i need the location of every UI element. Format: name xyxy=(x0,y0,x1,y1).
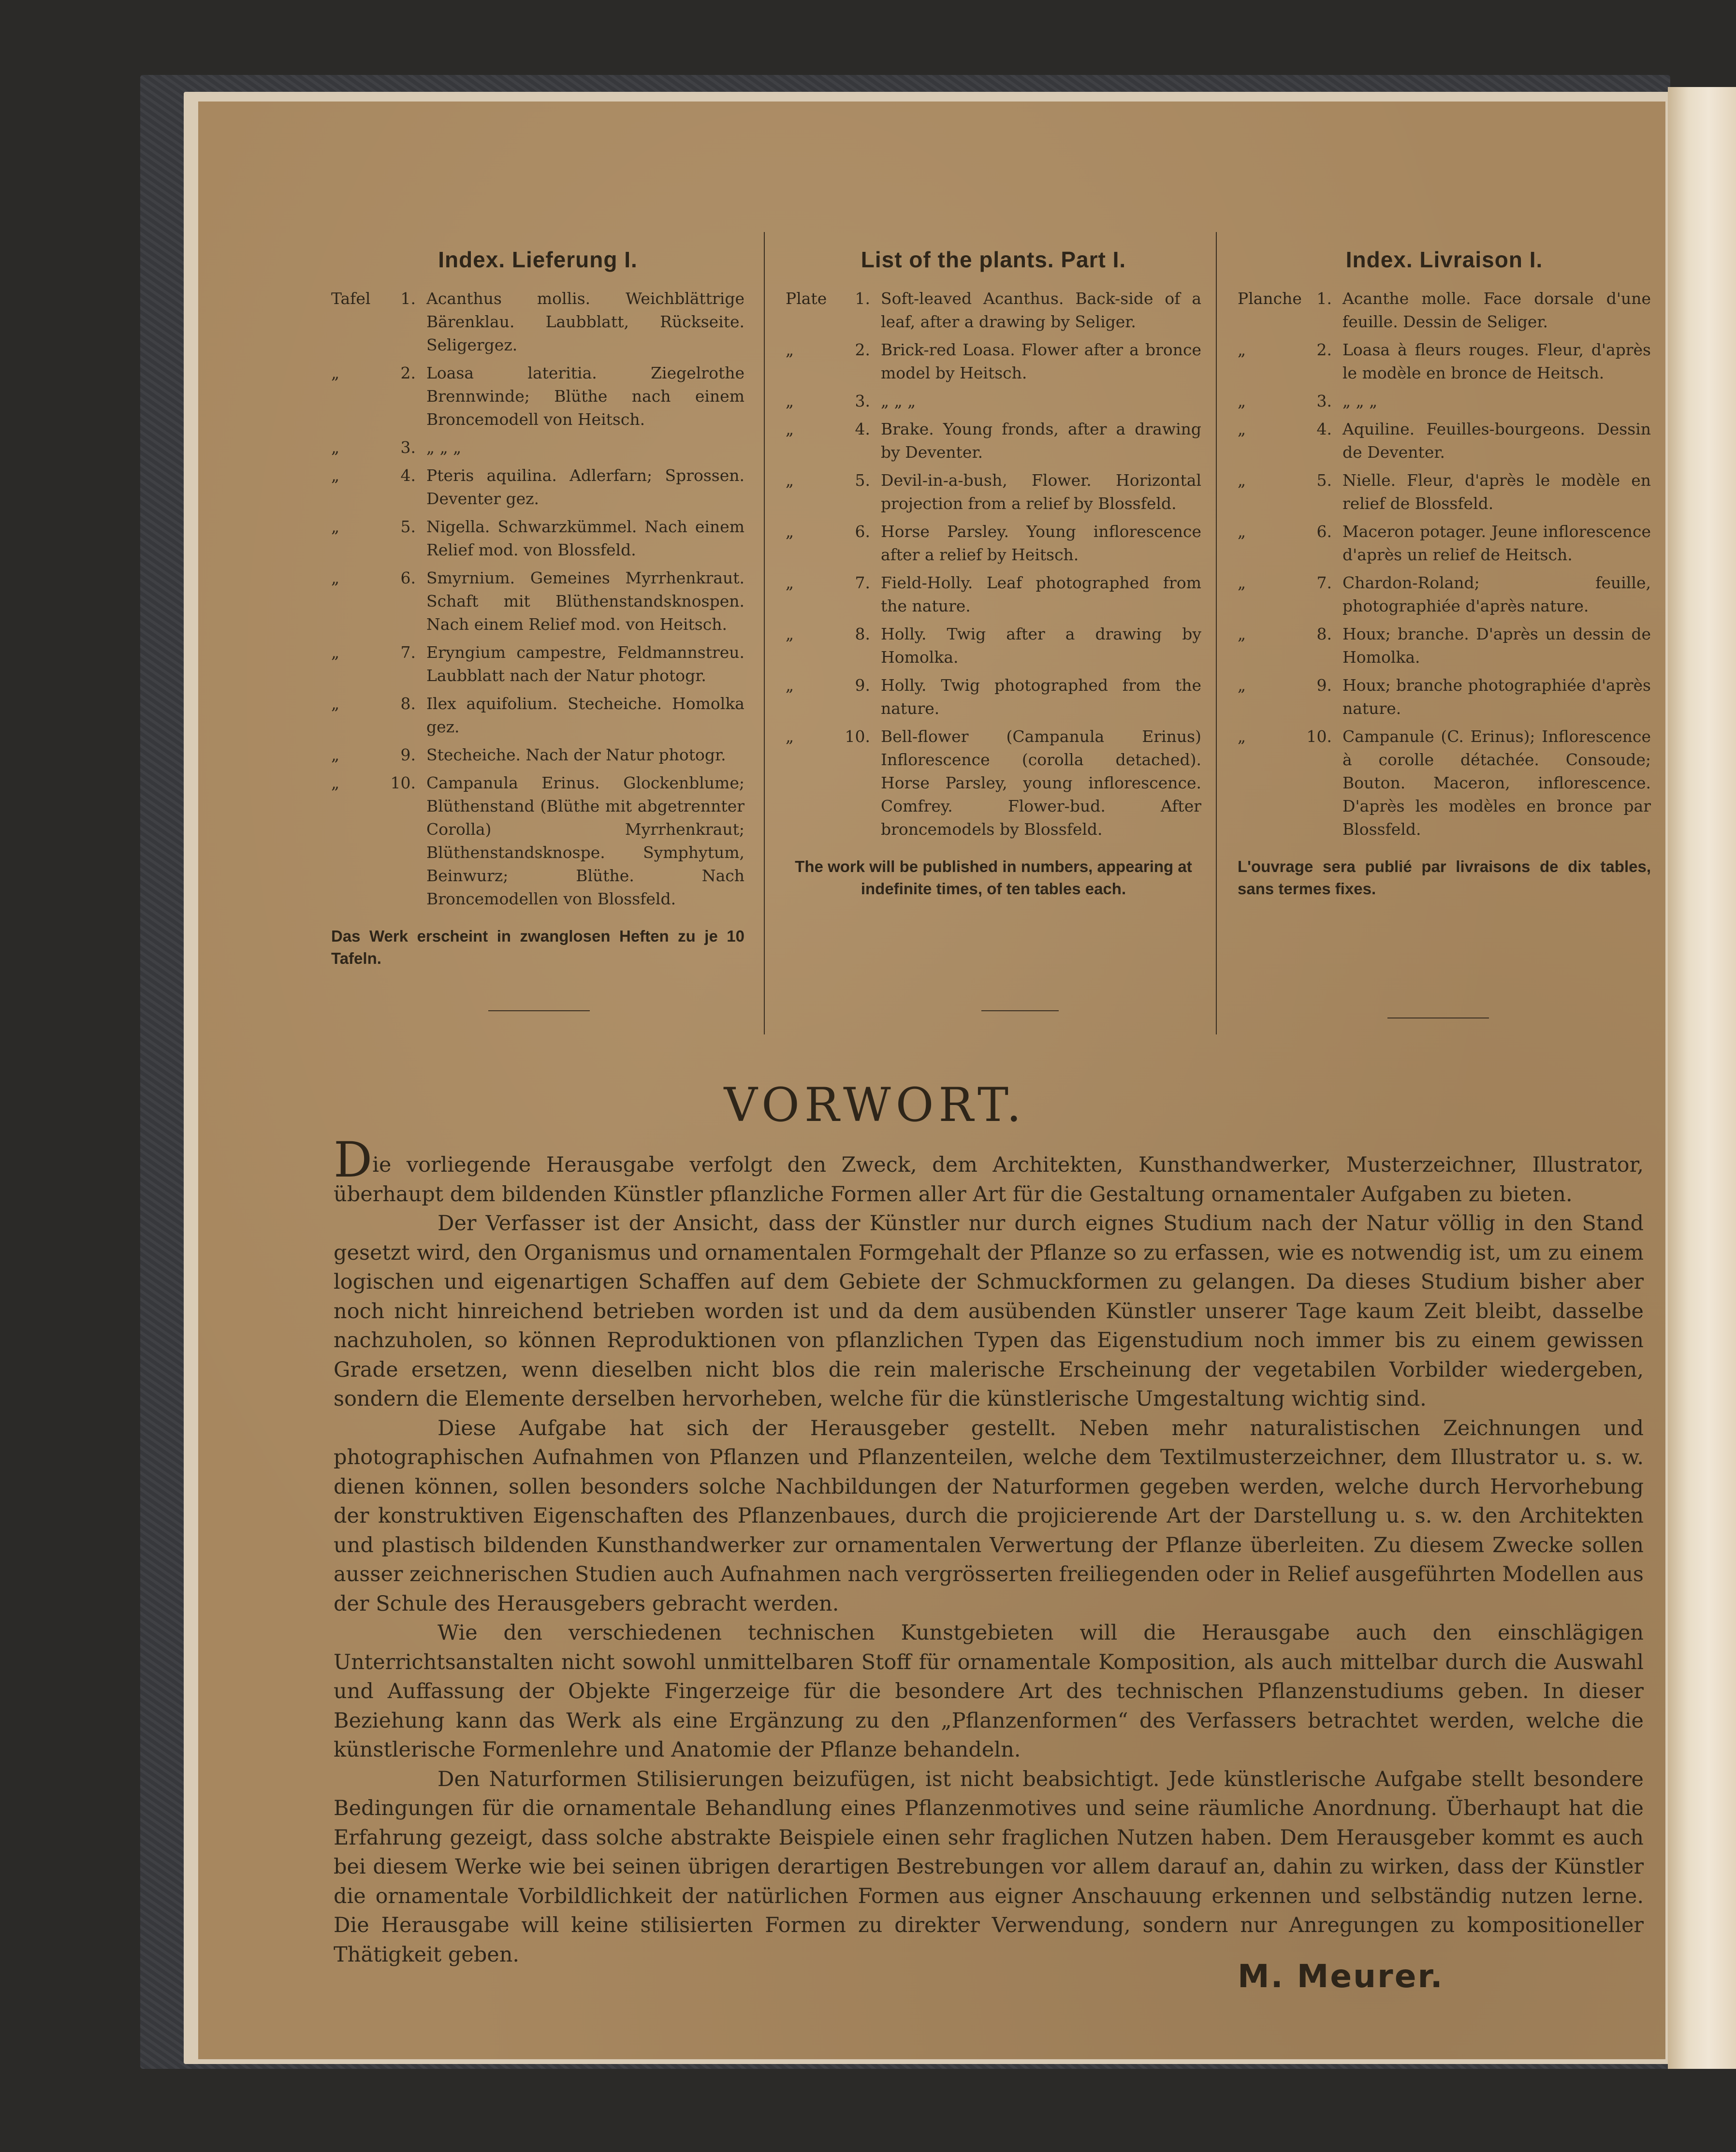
index-entry xyxy=(786,520,1201,567)
entry-label: „ xyxy=(786,340,794,359)
entry-label: „ xyxy=(331,773,340,792)
entry-number: 2. xyxy=(1316,340,1332,359)
entry-text: Soft-leaved Acanthus. Back-side of a leaf, after a drawing by Seliger. xyxy=(881,289,1201,331)
preface-paragraph: Die vorliegende Herausgabe verfolgt den Zweck, dem Architekten, Kunsthandwerker, Musterzeichner, Illustrator, überhaupt dem bildenden Künstler pflanzliche Formen aller Art für die Gestaltung ornamentaler Aufgaben zu bieten. xyxy=(334,1132,1644,1207)
english-index xyxy=(786,247,1201,900)
entry-number: 3. xyxy=(1316,392,1332,410)
column-divider xyxy=(1216,232,1217,1034)
index-entry xyxy=(1238,390,1651,413)
entry-label: „ xyxy=(1238,420,1246,438)
entry-label: „ xyxy=(331,466,340,485)
german-rule xyxy=(488,1010,590,1011)
french-index-heading: Index. Livraison I. xyxy=(1345,247,1543,272)
entry-number: 3. xyxy=(855,392,870,410)
german-index-list xyxy=(331,287,744,911)
document-page xyxy=(198,102,1665,2059)
entry-number: 5. xyxy=(855,471,870,490)
entry-label: „ xyxy=(331,517,340,536)
index-entry xyxy=(1238,338,1651,385)
entry-label: Planche xyxy=(1238,289,1302,308)
index-entry xyxy=(331,692,744,739)
preface-paragraph: Diese Aufgabe hat sich der Herausgeber gestellt. Neben mehr naturalistischen Zeichnungen und photographischen Aufnahmen von Pflanzen und Pflanzenteilen, welche dem Textilmusterzeichner, dem Illustrator u. s. w. dienen können, sollen besonders solche Nachbildungen der Naturformen gegeben werden, welche durch Hervorhebung der konstruktiven Eigenschaften des Pflanzenbaues, durch die projicierende Art der Darstellung u. s. w. den Architekten und plastisch bildenden Kunsthandwerker zur ornamentalen Verwertung der Pflanze überleiten. Zu diesem Zwecke sollen ausser zeichnerischen Studien auch Aufnahmen nach vergrösserten freiliegenden oder in Relief ausgeführten Modellen aus der Schule des Herausgebers gebracht werden. xyxy=(334,1416,1644,1616)
entry-label: „ xyxy=(1238,522,1246,541)
entry-text: Campanula Erinus. Glockenblume; Blüthenstand (Blüthe mit abgetrennter Corolla) Myrrhenkraut; Blüthenstandsknospe. Symphytum, Beinwurz; Blüthe. Nach Broncemodellen von Blossfeld. xyxy=(426,773,744,908)
index-entry xyxy=(1238,725,1651,841)
english-rule xyxy=(981,1010,1059,1011)
column-divider xyxy=(764,232,765,1034)
entry-label: „ xyxy=(331,568,340,587)
entry-text: Holly. Twig photographed from the nature. xyxy=(881,676,1201,718)
french-note: L'ouvrage sera publié par livraisons de dix tables, sans termes fixes. xyxy=(1238,858,1651,898)
entry-text: Devil-in-a-bush, Flower. Horizontal projection from a relief by Blossfeld. xyxy=(881,471,1201,513)
entry-number: 9. xyxy=(400,745,416,764)
entry-text: Loasa lateritia. Ziegelrothe Brennwinde; Blüthe nach einem Broncemodell von Heitsch. xyxy=(426,364,744,429)
entry-text: Loasa à fleurs rouges. Fleur, d'après le modèle en bronce de Heitsch. xyxy=(1342,340,1651,382)
index-entry xyxy=(1238,623,1651,669)
index-entry xyxy=(331,287,744,357)
entry-label: „ xyxy=(786,420,794,438)
entry-number: 6. xyxy=(855,522,870,541)
entry-text: Houx; branche. D'après un dessin de Homolka. xyxy=(1342,625,1651,667)
english-index-list xyxy=(786,287,1201,841)
index-entry xyxy=(331,436,744,459)
entry-number: 2. xyxy=(855,340,870,359)
entry-label: „ xyxy=(786,727,794,746)
entry-text: Ilex aquifolium. Stecheiche. Homolka gez. xyxy=(426,694,744,736)
entry-label: „ xyxy=(1238,392,1246,410)
entry-number: 1. xyxy=(855,289,870,308)
german-index xyxy=(331,247,744,970)
entry-number: 1. xyxy=(400,289,416,308)
index-entry xyxy=(1238,520,1651,567)
entry-text: Nielle. Fleur, d'après le modèle en relief de Blossfeld. xyxy=(1342,471,1651,513)
entry-text: Brick-red Loasa. Flower after a bronce model by Heitsch. xyxy=(881,340,1201,382)
index-entry xyxy=(786,725,1201,841)
entry-label: „ xyxy=(1238,676,1246,695)
index-entry xyxy=(1238,469,1651,515)
entry-number: 4. xyxy=(1316,420,1332,438)
entry-text: Brake. Young fronds, after a drawing by Deventer. xyxy=(881,420,1201,462)
german-index-heading: Index. Lieferung I. xyxy=(438,247,638,272)
index-entry xyxy=(331,362,744,431)
entry-text: Chardon-Roland; feuille, photographiée d'après nature. xyxy=(1342,573,1651,615)
entry-text: „ „ „ xyxy=(426,438,462,457)
entry-label: „ xyxy=(1238,727,1246,746)
entry-label: „ xyxy=(786,522,794,541)
entry-number: 7. xyxy=(400,643,416,662)
entry-label: „ xyxy=(786,676,794,695)
entry-number: 10. xyxy=(1306,727,1332,746)
entry-text: Stecheiche. Nach der Natur photogr. xyxy=(426,745,726,764)
index-entry xyxy=(331,641,744,687)
entry-label: „ xyxy=(1238,471,1246,490)
entry-number: 8. xyxy=(1316,625,1332,643)
entry-number: 9. xyxy=(1316,676,1332,695)
entry-label: „ xyxy=(786,573,794,592)
entry-text: „ „ „ xyxy=(1342,392,1378,410)
entry-label: „ xyxy=(331,694,340,713)
entry-number: 9. xyxy=(855,676,870,695)
entry-number: 5. xyxy=(1316,471,1332,490)
entry-label: „ xyxy=(1238,340,1246,359)
index-entry xyxy=(786,418,1201,464)
entry-text: Holly. Twig after a drawing by Homolka. xyxy=(881,625,1201,667)
entry-number: 8. xyxy=(855,625,870,643)
english-index-heading: List of the plants. Part I. xyxy=(861,247,1126,272)
entry-label: „ xyxy=(331,364,340,382)
entry-number: 4. xyxy=(855,420,870,438)
index-entry xyxy=(331,771,744,911)
entry-text: Pteris aquilina. Adlerfarn; Sprossen. Deventer gez. xyxy=(426,466,744,508)
preface-paragraph: Der Verfasser ist der Ansicht, dass der Künstler nur durch eignes Studium nach der Natur völlig in den Stand gesetzt wird, den Organismus und ornamentalen Formgehalt der Pflanze so zu erfassen, wie es notwendig ist, um zu einem logischen und eigenartigen Schaffen auf dem Gebiete der Schmuckformen zu gelangen. Da dieses Studium bisher aber noch nicht hinreichend betrieben worden ist und da dem ausübenden Künstler unserer Tage kaum Zeit bleibt, dasselbe nachzuholen, so können Reproduktionen von pflanzlichen Typen das Eigenstudium noch immer bis zu einem gewissen Grade ersetzen, wenn dieselben nicht blos die rein malerische Erscheinung der vegetabilen Vorbilder wiedergeben, sondern die Elemente derselben hervorheben, welche für die künstlerische Umgestaltung wichtig sind. xyxy=(334,1211,1644,1411)
entry-text: Campanule (C. Erinus); Inflorescence à corolle détachée. Consoude; Bouton. Maceron, inflorescence. D'après les modèles en bronce par Blossfeld. xyxy=(1342,727,1651,839)
index-entry xyxy=(1238,287,1651,334)
entry-text: Maceron potager. Jeune inflorescence d'après un relief de Heitsch. xyxy=(1342,522,1651,564)
entry-text: Horse Parsley. Young inflorescence after a relief by Heitsch. xyxy=(881,522,1201,564)
entry-number: 4. xyxy=(400,466,416,485)
german-note: Das Werk erscheint in zwanglosen Heften zu je 10 Tafeln. xyxy=(331,927,744,967)
entry-label: „ xyxy=(1238,625,1246,643)
entry-text: Bell-flower (Campanula Erinus) Inflorescence (corolla detached). Horse Parsley, young inflorescence. Comfrey. Flower-bud. After broncemodels by Blossfeld. xyxy=(881,727,1201,839)
preface-paragraph: Den Naturformen Stilisierungen beizufügen, ist nicht beabsichtigt. Jede künstlerische Aufgabe stellt besondere Bedingungen für die ornamentale Behandlung eines Pflanzenmotives und seine räumliche Anordnung. Überhaupt hat die Erfahrung gezeigt, dass solche abstrakte Beispiele einen sehr fraglichen Nutzen haben. Dem Herausgeber kommt es auch bei diesem Werke wie bei seinen übrigen derartigen Bestrebungen vor allem darauf an, dahin zu wirken, dass der Künstler die ornamentale Vorbildlichkeit der natürlichen Formen aus eigner Anschauung erkennen und selbständig nutzen lerne. Die Herausgabe will keine stilisierten Formen zu direkter Verwendung, sondern nur Anregungen zu kompositioneller Thätigkeit geben. xyxy=(334,1767,1644,1967)
entry-text: Acanthus mollis. Weichblättrige Bärenklau. Laubblatt, Rückseite. Seligergez. xyxy=(426,289,744,354)
entry-number: 7. xyxy=(1316,573,1332,592)
index-entry xyxy=(786,674,1201,720)
entry-label: „ xyxy=(331,438,340,457)
entry-number: 3. xyxy=(400,438,416,457)
index-entry xyxy=(786,469,1201,515)
index-entry xyxy=(331,567,744,636)
entry-number: 5. xyxy=(400,517,416,536)
entry-text: Acanthe molle. Face dorsale d'une feuille. Dessin de Seliger. xyxy=(1342,289,1651,331)
french-index xyxy=(1238,247,1651,900)
entry-text: Houx; branche photographiée d'après nature. xyxy=(1342,676,1651,718)
entry-label: „ xyxy=(331,643,340,662)
entry-text: „ „ „ xyxy=(881,392,916,410)
french-index-list xyxy=(1238,287,1651,841)
entry-label: „ xyxy=(786,471,794,490)
entry-label: „ xyxy=(331,745,340,764)
entry-label: Tafel xyxy=(331,289,371,308)
index-entry xyxy=(1238,418,1651,464)
index-entry xyxy=(331,515,744,562)
entry-label: „ xyxy=(1238,573,1246,592)
entry-label: Plate xyxy=(786,289,827,308)
entry-number: 2. xyxy=(400,364,416,382)
entry-number: 6. xyxy=(400,568,416,587)
index-entry xyxy=(1238,674,1651,720)
index-entry xyxy=(786,571,1201,618)
preface-title: VORWORT. xyxy=(724,1078,1026,1132)
preface-paragraph: Wie den verschiedenen technischen Kunstgebieten will die Herausgabe auch den einschlägigen Unterrichtsanstalten nicht sowohl unmittelbaren Stoff für ornamentale Komposition, als auch mittelbar durch die Auswahl und Auffassung der Objekte Fingerzeige für die besondere Art des technischen Pflanzenstudiums geben. In dieser Beziehung kann das Werk als eine Ergänzung zu den „Pflanzenformen“ des Verfassers betrachtet werden, welche die künstlerische Formenlehre und Anatomie der Pflanze behandeln. xyxy=(334,1621,1644,1762)
signature: M. Meurer. xyxy=(1238,1958,1444,1995)
entry-label: „ xyxy=(786,625,794,643)
entry-number: 7. xyxy=(855,573,870,592)
entry-number: 10. xyxy=(390,773,416,792)
entry-text: Field-Holly. Leaf photographed from the nature. xyxy=(881,573,1201,615)
index-entry xyxy=(786,287,1201,334)
entry-number: 6. xyxy=(1316,522,1332,541)
entry-label: „ xyxy=(786,392,794,410)
entry-text: Nigella. Schwarzkümmel. Nach einem Relief mod. von Blossfeld. xyxy=(426,517,744,559)
english-note: The work will be published in numbers, appearing at indefinite times, of ten tables each. xyxy=(795,858,1192,898)
entry-text: Smyrnium. Gemeines Myrrhenkraut. Schaft mit Blüthenstandsknospen. Nach einem Relief mod. von Heitsch. xyxy=(426,568,744,634)
index-entry xyxy=(331,743,744,767)
entry-number: 1. xyxy=(1316,289,1332,308)
dropcap: D xyxy=(334,1132,373,1188)
preface-body xyxy=(334,1132,1644,1969)
index-entry xyxy=(786,390,1201,413)
index-entry xyxy=(1238,571,1651,618)
page-edges xyxy=(1668,87,1736,2069)
index-entry xyxy=(331,464,744,510)
entry-text: Eryngium campestre, Feldmannstreu. Laubblatt nach der Natur photogr. xyxy=(426,643,744,685)
entry-number: 8. xyxy=(400,694,416,713)
entry-number: 10. xyxy=(845,727,870,746)
index-entry xyxy=(786,338,1201,385)
entry-text: Aquiline. Feuilles-bourgeons. Dessin de Deventer. xyxy=(1342,420,1651,462)
index-entry xyxy=(786,623,1201,669)
